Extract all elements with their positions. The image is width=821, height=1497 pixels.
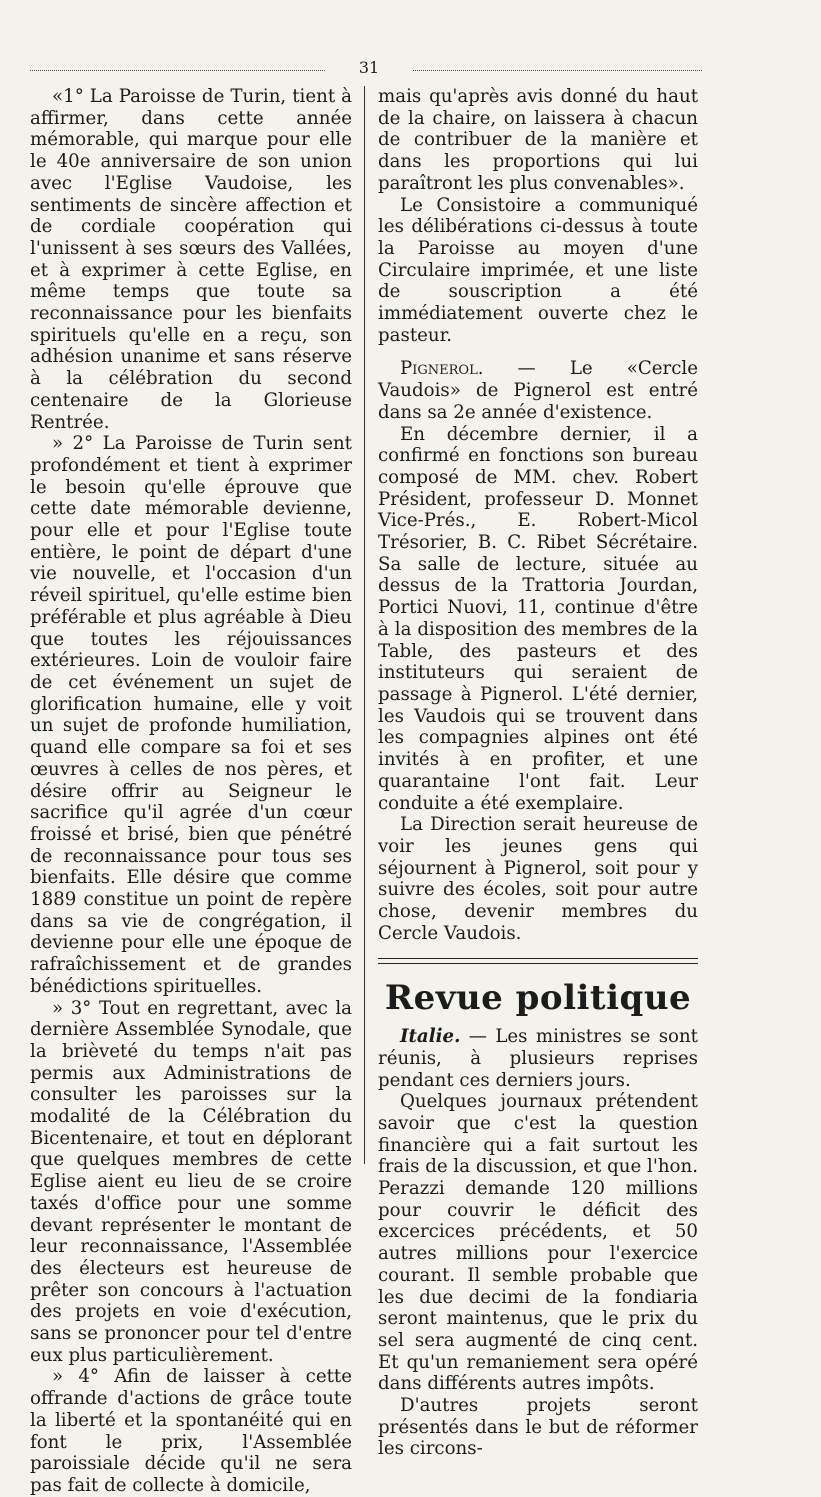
left-column bbox=[30, 86, 352, 1497]
section-rule bbox=[378, 958, 698, 964]
right-column bbox=[378, 86, 698, 1460]
paragraph-3: » 3° Tout en regrettant, avec la dernière Assemblée Synodale, que la brièveté du temps n'ait pas permis aux Administrations de consulter les paroisses sur la modalité de la Célébration du Bicentenaire, et tout en déplorant que quelques membres de cette Eglise aient eu lieu de se croire taxés d'office pour une somme devant représenter le montant de leur reconnaissance, l'Assemblée des électeurs est heureuse de prêter son concours à l'actuation des projets en voie d'exécution, sans se prononcer pour tel d'entre eux plus particulièrement. bbox=[30, 997, 352, 1366]
paragraph-2: » 2° La Paroisse de Turin sent profondément et tient à exprimer le besoin qu'elle éprouve que cette date mémorable devienne, pour elle et pour l'Eglise toute entière, le point de départ d'une vie nouvelle, et l'occasion d'un réveil spirituel, qu'elle estime bien préférable et plus agréable à Dieu que toutes les réjouissances extérieures. Loin de vouloir faire de cet événement un sujet de glorification humaine, elle y voit un sujet de profonde humiliation, quand elle compare sa foi et ses œuvres à celles de nos pères, et désire offrir au Seigneur le sacrifice qu'il agrée d'un cœur froissé et brisé, bien que pénétré de reconnaissance pour tous ses bienfaits. Elle désire que comme 1889 constitue un point de repère dans sa vie de congrégation, il devienne pour elle une époque de rafraîchissement et de grandes bénédictions spirituelles. bbox=[30, 433, 352, 997]
italie-paragraph-2: Quelques journaux prétendent savoir que c'est la question financière qui a fait surtout les frais de la discussion, et que l'hon. Perazzi demande 120 millions pour couvrir le déficit des excercices précédents, et 50 autres millions pour l'exercice courant. Il semble probable que les due decimi de la fondiaria seront maintenus, que le prix du sel sera augmenté de cinq cent. Et qu'un remaniement sera opéré dans différents autres impôts. bbox=[378, 1091, 698, 1395]
page-header bbox=[30, 58, 702, 82]
column-divider bbox=[364, 86, 365, 1164]
italie-paragraph-3: D'autres projets seront présentés dans le but de réformer les circons- bbox=[378, 1395, 698, 1460]
paragraph-4: » 4° Afin de laisser à cette offrande d'actions de grâce toute la liberté et la spontanéité qui en font le prix, l'Assemblée paroissiale décide qu'il ne sera pas fait de collecte à domicile, bbox=[30, 1366, 352, 1496]
pignerol-place: Pignerol. bbox=[400, 358, 484, 380]
header-rule-right bbox=[413, 70, 702, 71]
pignerol-paragraph bbox=[378, 358, 698, 423]
continuation-paragraph: mais qu'après avis donné du haut de la chaire, on laissera à chacun de contribuer de la manière et dans les proportions qui lui paraîtront les plus convenables». bbox=[378, 86, 698, 194]
italie-paragraph bbox=[378, 1026, 698, 1091]
section-title: Revue politique bbox=[384, 978, 692, 1019]
page-number: 31 bbox=[358, 58, 380, 77]
header-rule-left bbox=[30, 70, 325, 71]
italie-lead: Italie. bbox=[400, 1026, 461, 1048]
italie-text: — Les ministres se sont réunis, à plusieurs reprises pendant ces derniers jours. bbox=[378, 1026, 698, 1091]
pignerol-text: — Le «Cercle Vaudois» de Pignerol est entré dans sa 2e année d'existence. bbox=[378, 358, 698, 423]
pignerol-paragraph-3: La Direction serait heureuse de voir les jeunes gens qui séjournent à Pignerol, soit pour y suivre des écoles, soit pour autre chose, devenir membres du Cercle Vaudois. bbox=[378, 814, 698, 944]
consistoire-paragraph: Le Consistoire a communiqué les délibérations ci-dessus à toute la Paroisse au moyen d'une Circulaire imprimée, et une liste de souscription a été immédiatement ouverte chez le pasteur. bbox=[378, 194, 698, 346]
paragraph-1: «1° La Paroisse de Turin, tient à affirmer, dans cette année mémorable, qui marque pour elle le 40e anniversaire de son union avec l'Eglise Vaudoise, les sentiments de sincère affection et de cordiale coopération qui l'unissent à ses sœurs des Vallées, et à exprimer à cette Eglise, en même temps que toute sa reconnaissance pour les bienfaits spirituels qu'elle en a reçu, son adhésion unanime et sans réserve à la célébration du second centenaire de la Glorieuse Rentrée. bbox=[30, 86, 352, 433]
pignerol-paragraph-2: En décembre dernier, il a confirmé en fonctions son bureau composé de MM. chev. Robert Président, professeur D. Monnet Vice-Prés., E. Robert-Micol Trésorier, B. C. Ribet Sécrétaire. Sa salle de lecture, située au dessus de la Trattoria Jourdan, Portici Nuovi, 11, continue d'être à la disposition des membres de la Table, des pasteurs et des instituteurs qui seraient de passage à Pignerol. L'été dernier, les Vaudois qui se trouvent dans les compagnies alpines ont été invités à en profiter, et une quarantaine l'ont fait. Leur conduite a été exemplaire. bbox=[378, 423, 698, 814]
